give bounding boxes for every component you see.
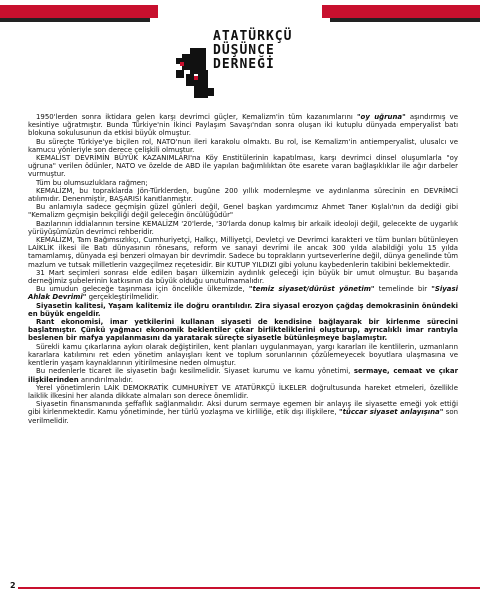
text-run: KEMALİZM, Tam Bağımsızlıkçı, Cumhuriyetçi, Halkçı, Milliyetçi, Devletçi ve Devrimci karakteri ve tüm bunları bütünleyen LAİKLİK ilkesi ile Batı dünyasının rönesans, reform ve sanayi devrimi ile ancak 300 yılda alabildiği yolu 15 yılda tamamlamış, dünyada eşi benzeri olmayan bir devrimdir. Sadece bu toprakların yurtseverlerine değil, dünya genelinde tüm mazlum ve tutsak milletlerin vazgeçilmez reçetesidir. Bir KUTUP YILDIZI gibi yolunu kaybedenlerin takibini beklemektedir. [28, 236, 458, 269]
text-run: KEMALİST DEVRİMİN BÜYÜK KAZANIMLARI'na Köy Enstitülerinin kapatılması, karşı devrimci dinsel oluşumlarla "oy uğruna" verilen ödünler, NATO ve özelde de ABD ile yapılan bağımlılıktan öte esarete varan bağlaşıklıklar ile ağır darbeler vurmuştur. [28, 154, 458, 179]
paragraph [28, 138, 458, 154]
paragraph [28, 154, 458, 179]
text-run: Bu umudun geleceğe taşınması için öncelikle ülkemizde, [36, 285, 249, 294]
text-run: arındırılmalıdır. [78, 375, 133, 384]
text-run: Bazılarının iddialarının tersine KEMALİZM '20'lerde, '30'larda donup kalmış bir arkaik ideoloji değil, gelecekte de uygarlık yürüyüşümüzün devrimci rehberidir. [28, 219, 458, 236]
header-band-right [322, 5, 480, 18]
paragraph [28, 343, 458, 368]
paragraph [28, 367, 458, 383]
paragraph [28, 179, 458, 187]
text-run: Tüm bu olumsuzluklara rağmen; [36, 178, 148, 187]
paragraph [28, 220, 458, 236]
text-run: gerçekleştirilmelidir. [86, 293, 159, 302]
text-run: Bu süreçte Türkiye'ye biçilen rol, NATO'nun ileri karakolu olmaktı. Bu rol, ise Kemalizm'in antiemperyalist, ulusalcı ve kamucu yönleriyle son derece çelişkili olmuştur. [28, 137, 458, 154]
header-band-left [0, 5, 158, 18]
bold-text: sermaye, cemaat ve çıkar ilişkilerinden [28, 367, 458, 384]
paragraph [28, 285, 458, 301]
bold-text: Siyasetin kalitesi, Yaşam kalitemiz ile doğru orantılıdır. Zira siyasal erozyon çağdaş demokrasinin önündeki en büyük engeldir. [28, 301, 458, 318]
paragraph [28, 384, 458, 400]
logo-wordmark [213, 30, 309, 72]
paragraph [28, 302, 458, 318]
bold-italic-text: "temiz siyaset/dürüst yönetim" [248, 285, 375, 294]
header-band-right-shadow [330, 18, 480, 22]
text-run: 31 Mart seçimleri sonrası elde edilen başarı ülkemizin aydınlık geleceği için büyük bir umut olmuştur. Bu başarıda derneğimiz şubelerinin katkısının da büyük olduğu unutulmamalıdır. [28, 268, 458, 286]
text-run: son verilmelidir. [28, 408, 458, 425]
paragraph [28, 187, 458, 203]
article-body [28, 113, 458, 425]
paragraph [28, 113, 458, 138]
text-run: Sürekli kamu çıkarlarına aykırı olarak değiştirilen, kent planları uygulanmayan, yargı kararları ile kentlilerin, uzmanların kararlara katılımını ret eden yönetim anlayışları kent ve toplum sorunlarının çözülemeyecek boyutlara ulaşmasına ve kentlerin yaşam kaynaklarının yitirilmesine neden olmuştur. [28, 342, 458, 368]
text-run: temelinde bir [374, 285, 432, 294]
paragraph [28, 318, 458, 343]
bold-italic-text: "Siyasi Ahlak Devrimi" [28, 285, 458, 302]
footer-rule [18, 587, 480, 589]
logo-line-3: DERNEĞİ [213, 57, 275, 72]
text-run: Yerel yönetimlerin LAİK DEMOKRATİK CUMHURİYET VE ATATÜRKÇÜ İLKELER doğrultusunda hareket etmeleri, özellikle laiklik ilkesini her alanda dikkate almaları son derece önemlidir. [28, 383, 458, 400]
text-run: Siyasetin finansmanında şeffaflık sağlanmalıdır. Aksi durum sermaye egemen bir anlayış ile siyasette emeği yok ettiği gibi kirlenmektedir. Kamu yönetiminde, her türlü yozlaşma ve kirliliğe, etik dışı ilişkilere, [28, 400, 458, 417]
header-band-left-shadow [0, 18, 150, 22]
bold-text: Rant ekonomisi, imar yetkilerini kullanan siyaseti de kendisine bağlayarak bir kirlenme sürecini başlatmıştır. Çünkü yağmacı ekonomik beklentiler çıkar birlikteliklerini oluşturup, ayrıcalıklı imar rantıyla beslenen bir mafya yapılanmasını da yaratarak süreçte siyasetle bütünleşmeye başlamıştır. [28, 318, 458, 343]
logo-line-1: ATATÜRKÇÜ [213, 29, 293, 44]
logo-line-2: DÜŞÜNCE [213, 43, 275, 58]
bold-italic-text: "oy uğruna" [356, 113, 406, 121]
paragraph [28, 203, 458, 219]
text-run: Bu anlamıyla sadece geçmişin güzel günleri değil, Genel başkan yardımcımız Ahmet Taner Kışlalı'nın da dediği gibi "Kemalizm geçmişin bekçiliği değil geleceğin öncülüğüdür" [28, 203, 458, 220]
text-run: 1950'lerden sonra iktidara gelen karşı devrimci güçler, Kemalizm'in tüm kazanımlarını [36, 113, 357, 121]
text-run: KEMALİZM, bu topraklarda Jön-Türklerden, bugüne 200 yıllık modernleşme ve aydınlanma sürecinin en DEVRİMCİ atılımıdır. Denenmiştir, BAŞARISI kanıtlanmıştır. [28, 186, 458, 204]
paragraph [28, 269, 458, 285]
paragraph [28, 400, 458, 425]
text-run: Bu nedenlerle ticaret ile siyasetin bağı kesilmelidir. Siyaset kurumu ve kamu yönetimi, [36, 367, 354, 376]
text-run: aşındırmış ve kesintiye uğratmıştır. Bunda Türkiye'nin İkinci Paylaşım Savaşı'ndan sonra oluşan iki kutuplu dünyada emperyalist batı blokuna sokulusunun da etkisi büyük olmuştur. [28, 113, 458, 138]
bold-italic-text: "tüccar siyaset anlayışına" [338, 408, 444, 417]
paragraph [28, 236, 458, 269]
page-number: 2 [10, 581, 16, 590]
